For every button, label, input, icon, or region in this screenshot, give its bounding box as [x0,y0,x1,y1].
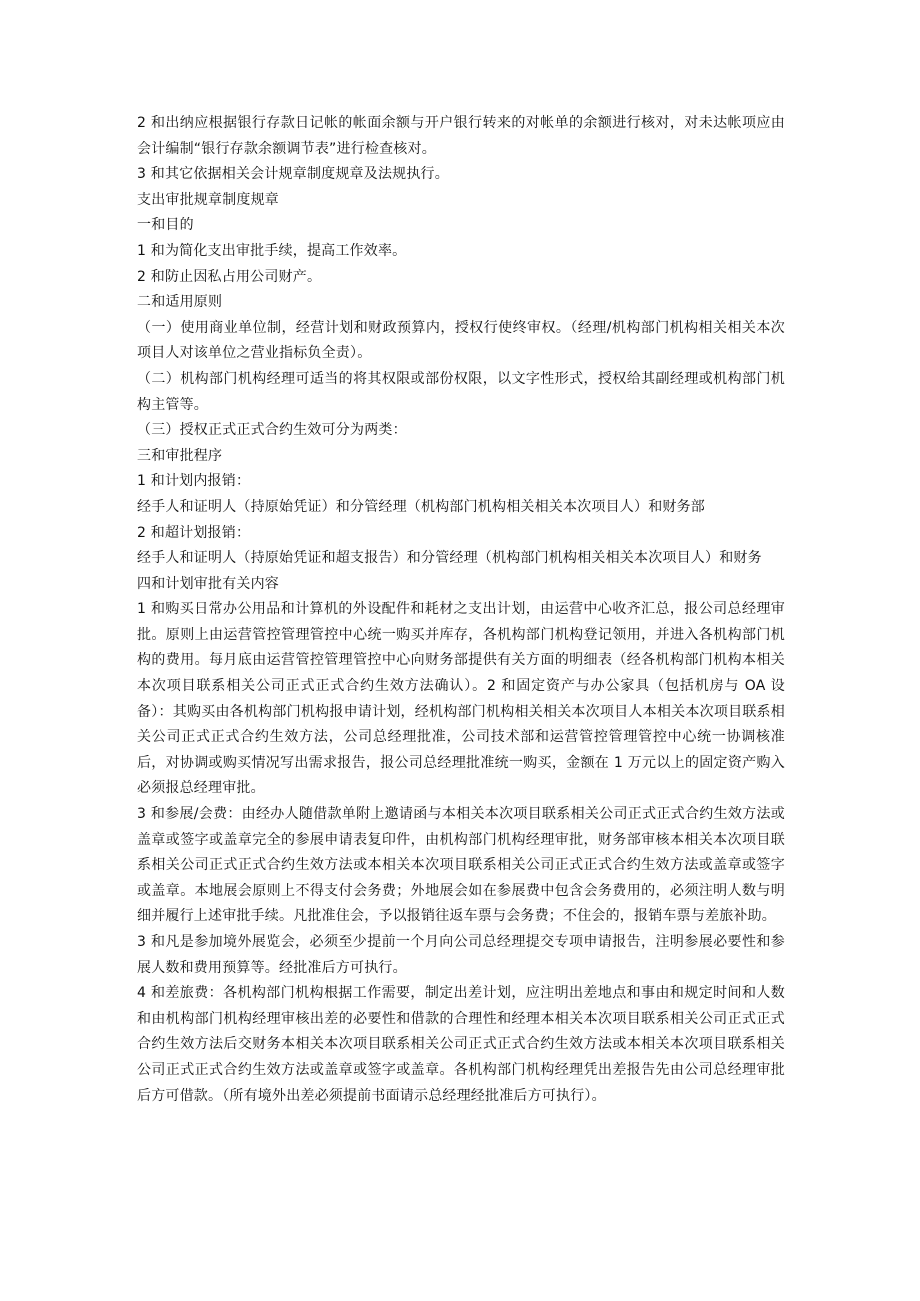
heading-approval-procedure: 三和审批程序 [137,447,223,464]
paragraph-exhibition-fees: 3 和参展/会费：由经办人随借款单附上邀请函与本相关本次项目联系相关公司正式正式合约生效方法或盖章或签字或盖章完全的参展申请表复印件，由机构部门机构经理审批，财务部审核本相关本次项目联系相关公司正式正式合约生效方法或本相关本次项目联系相关公司正式正式合约生效方法或盖章或签字或盖章。本地展会原则上不得支付会务费；外地展会如在参展费中包含会务费用的，必须注明人数与明细并履行上述审批手续。凡批准住会，予以报销往返车票与会务费；不住会的，报销车票与差旅补助。 [137,806,785,925]
heading-principles: 二和适用原则 [137,294,223,311]
paragraph-office-supplies: 1 和购买日常办公用品和计算机的外设配件和耗材之支出计划，由运营中心收齐汇总，报公司总经理审批。原则上由运营管控管理管控中心统一购买并库存，各机构部门机构登记领用，并进入各机构部门机构的费用。每月底由运营管控管理管控中心向财务部提供有关方面的明细表（经各机构部门机构本相关本次项目联系相关公司正式正式合约生效方法确认）。2 和固定资产与办公家具（包括机房与 OA 设备）：其购买由各机构部门机构报申请计划，经机构部门机构相关相关本次项目人本相关本次项目联系相关公司正式正式合约生效方法，公司总经理批准，公司技术部和运营管控管理管控中心统一协调核准后，对协调或购买情况写出需求报告，报公司总经理批准统一购买，金额在 1 万元以上的固定资产购入必须报总经理审批。 [137,601,785,797]
paragraph-travel-expenses: 4 和差旅费：各机构部门机构根据工作需要，制定出差计划，应注明出差地点和事由和规定时间和人数和由机构部门机构经理审核出差的必要性和借款的合理性和经理本相关本次项目联系相关公司正式正式合约生效方法后交财务本相关本次项目联系相关公司正式正式合约生效方法或本相关本次项目联系相关公司正式正式合约生效方法或盖章或签字或盖章。各机构部门机构经理凭出差报告先由公司总经理审批后方可借款。（所有境外出差必须提前书面请示总经理经批准后方可执行）。 [137,985,785,1104]
paragraph-principle-2: （二）机构部门机构经理可适当的将其权限或部份权限，以文字性形式，授权给其副经理或机构部门机构主管等。 [137,370,785,413]
heading-purpose: 一和目的 [137,217,194,234]
heading-plan-approval-content: 四和计划审批有关内容 [137,575,279,592]
paragraph-overplan-flow: 经手人和证明人（持原始凭证和超支报告）和分管经理（机构部门机构相关相关本次项目人）和财务 [137,550,762,567]
paragraph-overseas-exhibition: 3 和凡是参加境外展览会，必须至少提前一个月向公司总经理提交专项申请报告，注明参展必要性和参展人数和费用预算等。经批准后方可执行。 [137,934,785,976]
paragraph-planned-reimbursement: 1 和计划内报销： [137,473,251,490]
section-title-expense-approval: 支出审批规章制度规章 [137,191,279,208]
paragraph-other-regulations: 3 和其它依据相关会计规章制度规章及法规执行。 [137,166,449,183]
paragraph-planned-flow: 经手人和证明人（持原始凭证）和分管经理（机构部门机构相关相关本次项目人）和财务部 [137,498,705,515]
paragraph-principle-3: （三）授权正式正式合约生效可分为两类： [137,422,407,439]
paragraph-cash-reconciliation: 2 和出纳应根据银行存款日记帐的帐面余额与开户银行转来的对帐单的余额进行核对，对未达帐项应由会计编制“银行存款余额调节表”进行检查核对。 [137,115,785,157]
paragraph-purpose-1: 1 和为简化支出审批手续，提高工作效率。 [137,242,407,259]
paragraph-principle-1: （一）使用商业单位制，经营计划和财政预算内，授权行使终审权。（经理/机构部门机构相关相关本次项目人对该单位之营业指标负全责）。 [137,319,785,362]
document-body [137,111,785,1109]
paragraph-overplan-reimbursement: 2 和超计划报销： [137,524,251,541]
paragraph-purpose-2: 2 和防止因私占用公司财产。 [137,268,322,285]
